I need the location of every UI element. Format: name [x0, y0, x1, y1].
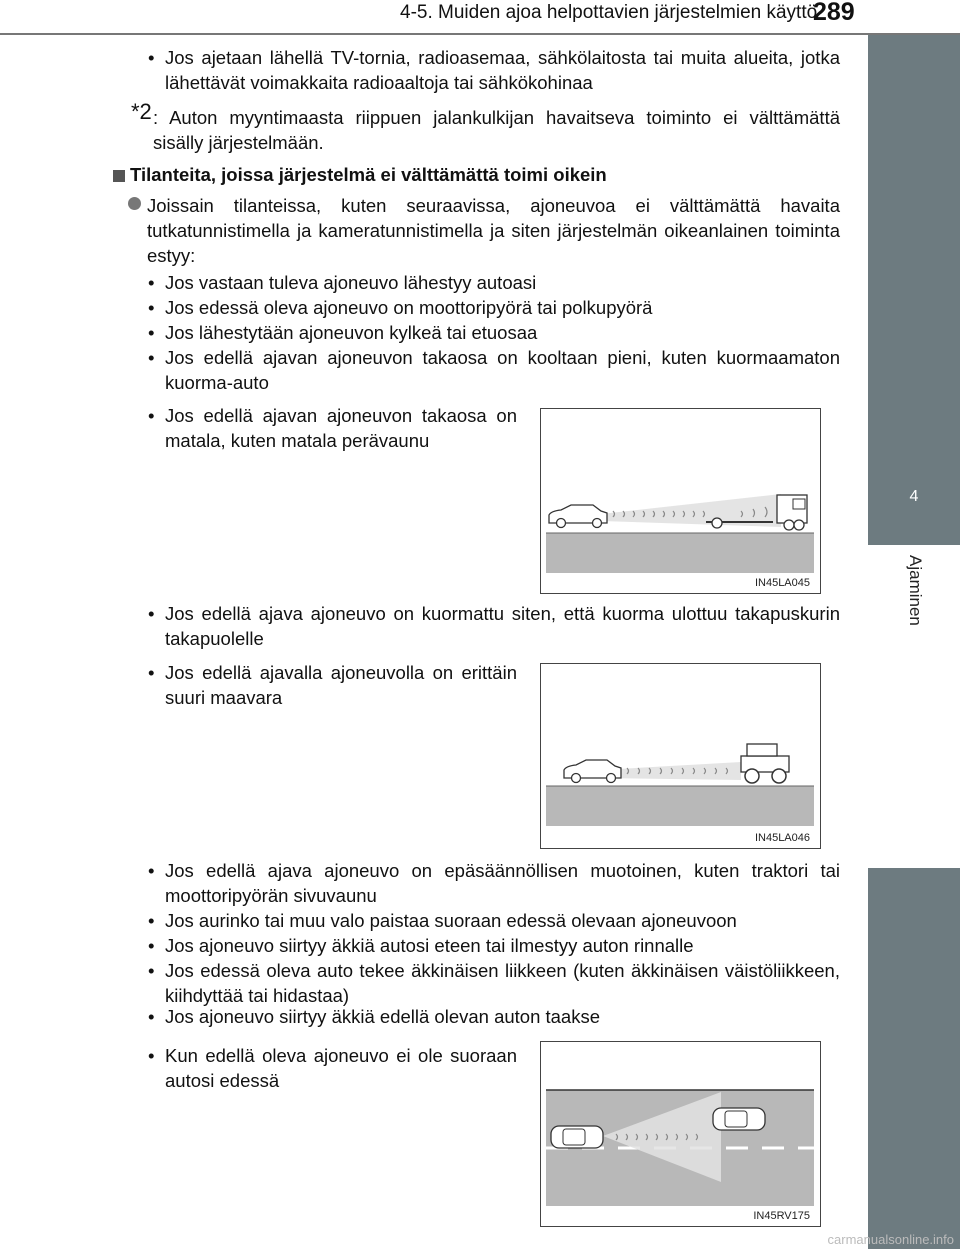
figure-code: IN45LA045: [754, 577, 810, 589]
page-number: 289: [813, 0, 855, 26]
high-clearance-illustration: [541, 664, 820, 848]
offset-vehicle-illustration: [541, 1042, 820, 1226]
footnote: [131, 99, 840, 155]
side-tab-top: [868, 35, 960, 469]
section-title: 4-5. Muiden ajoa helpottavien järjestelmien käyttö: [400, 2, 818, 23]
low-trailer-illustration: [541, 409, 820, 593]
list-item: • Kun edellä oleva ajoneuvo ei ole suoraan autosi edessä: [148, 1045, 517, 1091]
chapter-label: Ajaminen: [906, 555, 925, 626]
list-item: • Jos edellä ajava ajoneuvo on epäsäännöllisen muotoinen, kuten traktori tai moottoripyörän sivuvaunu: [148, 860, 840, 906]
list-item: • Jos edellä ajavalla ajoneuvolla on erittäin suuri maavara: [148, 662, 517, 708]
figure-code: IN45LA046: [754, 832, 810, 844]
chapter-number-tab: [868, 469, 960, 545]
section-intro: Joissain tilanteissa, kuten seuraavissa, ajoneuvoa ei välttämättä havaita tutkatunnistimella ja kameratunnistimella ja siten järjestelmän oikeanlainen toiminta estyy:: [147, 195, 840, 266]
bullet-circle-icon: [128, 197, 141, 210]
list-item: • Jos edessä oleva ajoneuvo on moottoripyörä tai polkupyörä: [148, 297, 653, 318]
car-icon: [564, 760, 621, 783]
car-icon: [549, 505, 607, 528]
list-item: • Jos lähestytään ajoneuvon kylkeä tai etuosaa: [148, 322, 538, 343]
list-item: • Jos edellä ajava ajoneuvo on kuormattu siten, että kuorma ulottuu takapuskurin takapuolelle: [148, 603, 840, 649]
figure-code: IN45RV175: [753, 1210, 810, 1222]
footnote-mark: *2: [131, 99, 152, 124]
header-rule: [0, 33, 960, 35]
footnote-text: : Auton myyntimaasta riippuen jalankulkijan havaitseva toiminto ei välttämättä sisälly järjestelmään.: [153, 107, 840, 153]
car-top-icon: [713, 1108, 765, 1130]
list-item: • Jos ajetaan lähellä TV-tornia, radioasemaa, sähkölaitosta tai muita alueita, jotka lähettävät voimakkaita radioaaltoja tai sähkökohinaa: [148, 47, 840, 93]
list-item: • Jos vastaan tuleva ajoneuvo lähestyy autoasi: [148, 272, 537, 293]
car-top-icon: [551, 1126, 603, 1148]
side-tab-bottom: [868, 868, 960, 1249]
list-item: • Jos edessä oleva auto tekee äkkinäisen liikkeen (kuten äkkinäisen väistöliikkeen, kiihdyttää tai hidastaa): [148, 960, 840, 1006]
list-item: • Jos edellä ajavan ajoneuvon takaosa on matala, kuten matala perävaunu: [148, 405, 517, 451]
figure-offset-vehicle: [540, 1041, 821, 1227]
lifted-truck-icon: [741, 744, 789, 783]
section-heading: Tilanteita, joissa järjestelmä ei välttämättä toimi oikein: [130, 164, 607, 185]
list-item: • Jos aurinko tai muu valo paistaa suoraan edessä olevaan ajoneuvoon: [148, 910, 737, 931]
chapter-number: 4: [909, 488, 919, 505]
watermark: carmanualsonline.info: [827, 1232, 954, 1247]
figure-high-clearance: [540, 663, 821, 849]
section-square-icon: [113, 170, 125, 182]
list-item: • Jos ajoneuvo siirtyy äkkiä edellä olevan auton taakse: [148, 1006, 601, 1027]
list-item: • Jos edellä ajavan ajoneuvon takaosa on kooltaan pieni, kuten kuormaamaton kuorma-auto: [148, 347, 840, 393]
list-item: • Jos ajoneuvo siirtyy äkkiä autosi eteen tai ilmestyy auton rinnalle: [148, 935, 694, 956]
figure-low-trailer: [540, 408, 821, 594]
